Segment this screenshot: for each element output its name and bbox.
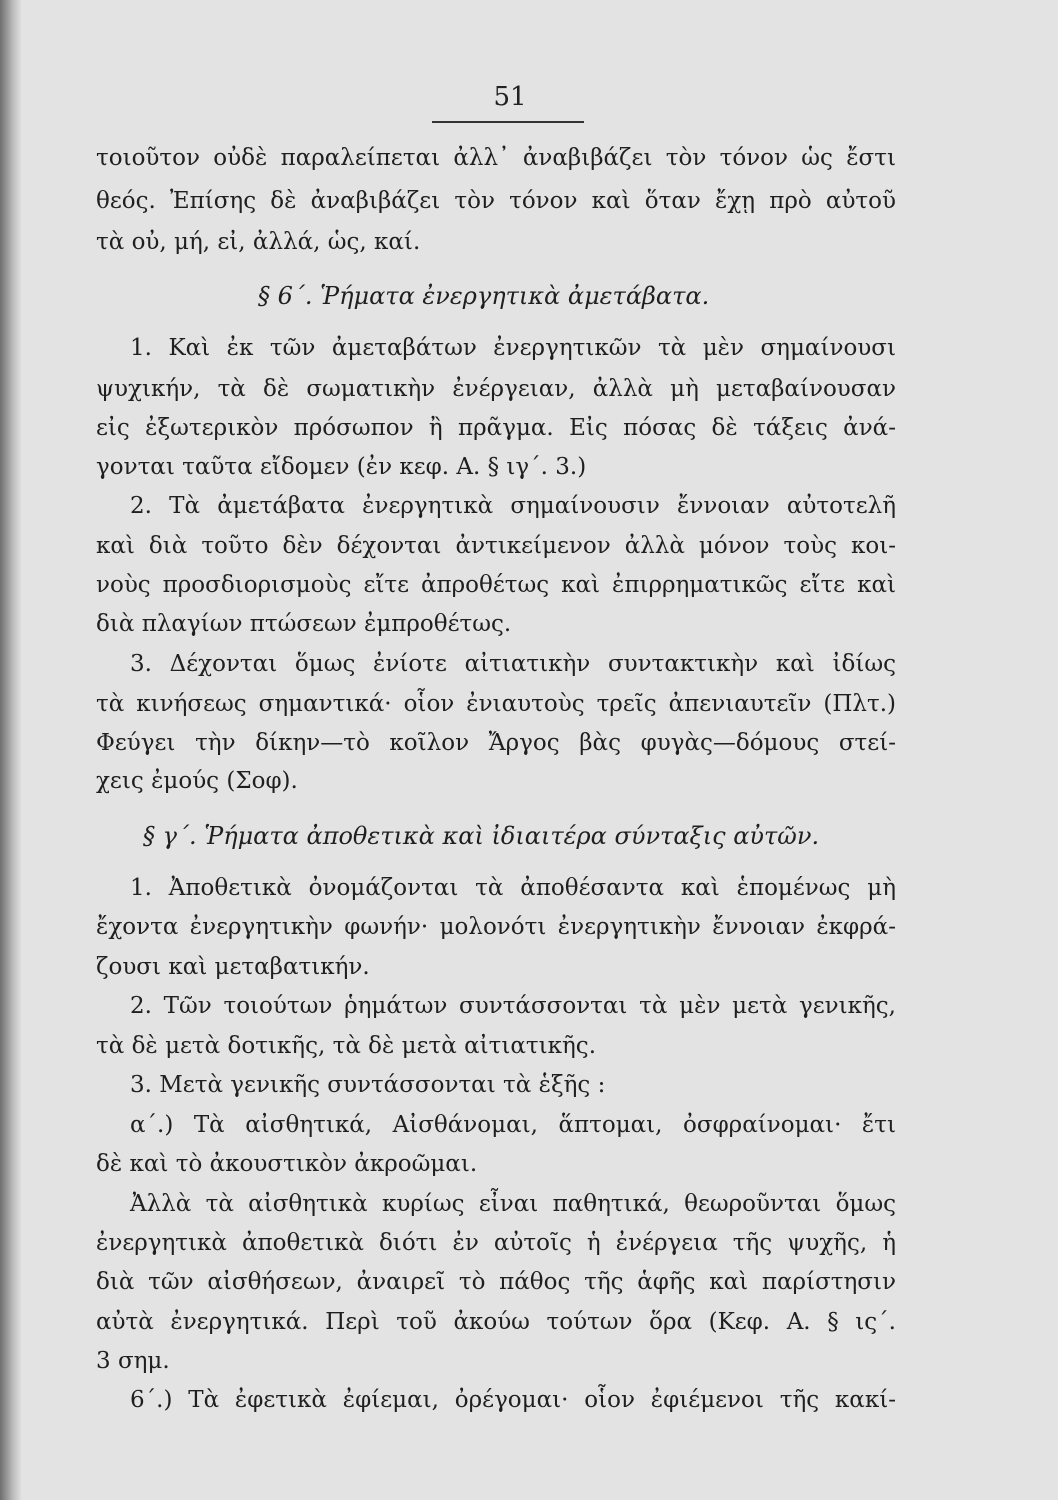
text-line: Φεύγει τὴν δίκην—τὸ κοῖλον Ἄργος βὰς φυγὰς—δόμους στεί-: [96, 730, 896, 756]
text-line: 1. Καὶ ἐκ τῶν ἀμεταβάτων ἐνεργητικῶν τὰ μὲν σημαίνουσι: [130, 335, 896, 361]
text-line: καὶ διὰ τοῦτο δὲν δέχονται ἀντικείμενον ἀλλὰ μόνον τοὺς κοι-: [96, 533, 896, 559]
text-line: 2. Τῶν τοιούτων ῥημάτων συντάσσονται τὰ μὲν μετὰ γενικῆς,: [130, 993, 896, 1019]
text-line: χεις ἐμούς (Σοφ).: [96, 768, 298, 794]
text-line: 2. Τὰ ἀμετάβατα ἐνεργητικὰ σημαίνουσιν ἔννοιαν αὐτοτελῆ: [130, 493, 896, 519]
text-line: 1. Ἀποθετικὰ ὀνομάζονται τὰ ἀποθέσαντα καὶ ἑπομένως μὴ: [130, 875, 896, 901]
text-line: 3 σημ.: [96, 1348, 170, 1374]
binding-shadow: [0, 0, 22, 1500]
text-line: 6΄.) Τὰ ἐφετικὰ ἐφίεμαι, ὀρέγομαι· οἷον ἐφιέμενοι τῆς κακί-: [130, 1387, 896, 1413]
text-line: ἔχοντα ἐνεργητικὴν φωνήν· μολονότι ἐνεργητικὴν ἔννοιαν ἐκφρά-: [96, 914, 896, 940]
section-heading: § 6΄. Ῥήματα ἐνεργητικὰ ἀμετάβατα.: [258, 282, 710, 310]
text-line: τὰ κινήσεως σημαντικά· οἷον ἐνιαυτοὺς τρεῖς ἀπενιαυτεῖν (Πλτ.): [96, 691, 896, 717]
text-line: θεός. Ἐπίσης δὲ ἀναβιβάζει τὸν τόνον καὶ ὅταν ἔχῃ πρὸ αὐτοῦ: [96, 188, 896, 214]
text-line: Ἀλλὰ τὰ αἰσθητικὰ κυρίως εἶναι παθητικά, θεωροῦνται ὅμως: [130, 1191, 896, 1217]
text-line: τὰ οὐ, μή, εἰ, ἀλλά, ὡς, καί.: [96, 229, 421, 255]
text-line: δὲ καὶ τὸ ἀκουστικὸν ἀκροῶμαι.: [96, 1151, 478, 1177]
header-rule: [432, 121, 584, 123]
text-line: νοὺς προσδιορισμοὺς εἴτε ἀπροθέτως καὶ ἐπιρρηματικῶς εἴτε καὶ: [96, 572, 896, 598]
text-line: γονται ταῦτα εἴδομεν (ἐν κεφ. Α. § ιγ΄. 3.): [96, 454, 587, 480]
text-line: ἐνεργητικὰ ἀποθετικὰ διότι ἐν αὐτοῖς ἡ ἐνέργεια τῆς ψυχῆς, ἡ: [96, 1230, 896, 1256]
text-line: διὰ πλαγίων πτώσεων ἐμπροθέτως.: [96, 611, 512, 637]
text-line: εἰς ἐξωτερικὸν πρόσωπον ἢ πρᾶγμα. Εἰς πόσας δὲ τάξεις ἀνά-: [96, 415, 896, 441]
text-line: 3. Δέχονται ὅμως ἐνίοτε αἰτιατικὴν συντακτικὴν καὶ ἰδίως: [130, 651, 896, 677]
text-line: τὰ δὲ μετὰ δοτικῆς, τὰ δὲ μετὰ αἰτιατικῆς.: [96, 1033, 597, 1059]
text-line: ψυχικήν, τὰ δὲ σωματικὴν ἐνέργειαν, ἀλλὰ μὴ μεταβαίνουσαν: [96, 376, 896, 402]
text-line: αὐτὰ ἐνεργητικά. Περὶ τοῦ ἀκούω τούτων ὅρα (Κεφ. Α. § ις΄.: [96, 1309, 896, 1335]
text-line: α΄.) Τὰ αἰσθητικά, Αἰσθάνομαι, ἅπτομαι, ὀσφραίνομαι· ἔτι: [130, 1112, 896, 1138]
text-line: ζουσι καὶ μεταβατικήν.: [96, 954, 370, 980]
section-heading: § γ΄. Ῥήματα ἀποθετικὰ καὶ ἰδιαιτέρα σύνταξις αὐτῶν.: [143, 822, 820, 850]
page-number: 51: [493, 82, 527, 112]
text-line: τοιοῦτον οὐδὲ παραλείπεται ἀλλ᾿ ἀναβιβάζει τὸν τόνον ὡς ἔστι: [96, 145, 896, 171]
text-line: 3. Μετὰ γενικῆς συντάσσονται τὰ ἑξῆς :: [130, 1072, 606, 1098]
text-line: διὰ τῶν αἰσθήσεων, ἀναιρεῖ τὸ πάθος τῆς ἁφῆς καὶ παρίστησιν: [96, 1269, 896, 1295]
